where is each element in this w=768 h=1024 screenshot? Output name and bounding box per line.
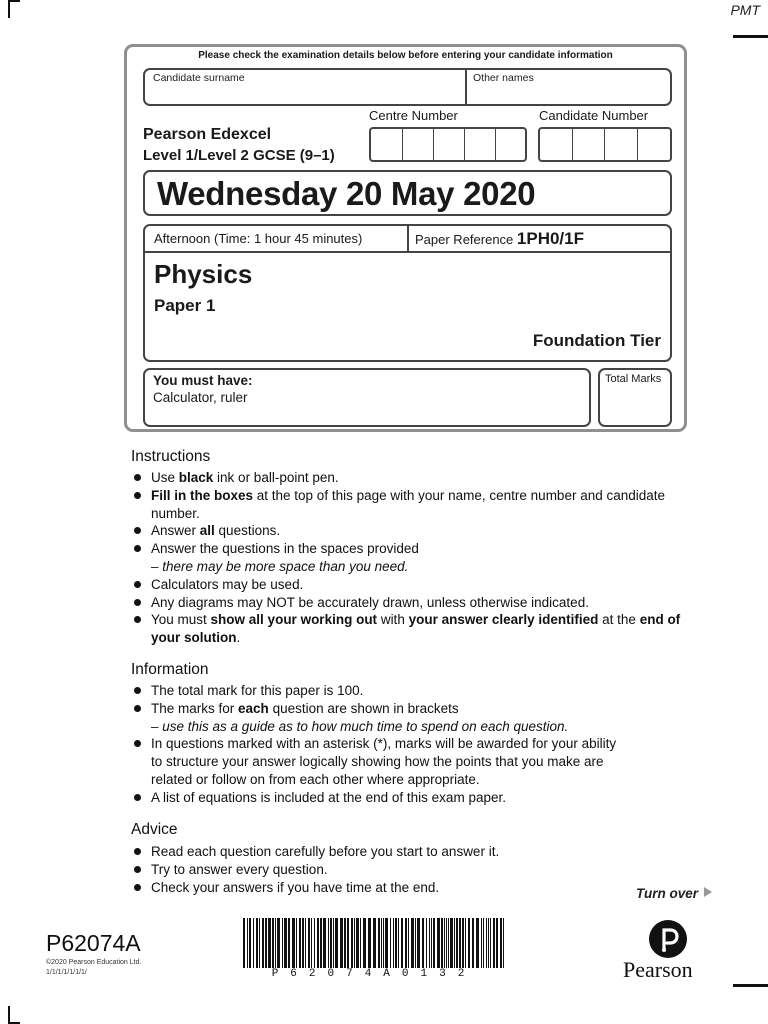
- turn-over-link[interactable]: Turn over: [636, 886, 712, 901]
- candidate-number-label: Candidate Number: [539, 108, 649, 123]
- exam-board: Pearson Edexcel: [143, 126, 272, 143]
- paper-reference-label: Paper Reference: [415, 232, 514, 247]
- information-list: [131, 682, 631, 807]
- candidate-number-field[interactable]: [538, 127, 672, 162]
- crop-mark-bottom-right: [733, 984, 768, 987]
- date-box: [143, 170, 672, 216]
- list-item: Answer all questions.: [131, 522, 691, 540]
- list-item: In questions marked with an asterisk (*), marks will be awarded for your ability to structure your answer logically showing how the points that you make are related or follow on from each other where appropriate.: [131, 735, 631, 788]
- paper-details-box: [143, 224, 672, 362]
- advice-list: [131, 843, 691, 896]
- list-item: Check your answers if you have time at the end.: [131, 879, 691, 897]
- paper-number: Paper 1: [154, 296, 216, 315]
- list-item: The total mark for this paper is 100.: [131, 682, 631, 700]
- crop-mark-top-left-v: [8, 0, 10, 18]
- corner-tag: PMT: [730, 2, 760, 18]
- surname-label: Candidate surname: [153, 72, 245, 84]
- exam-session: Afternoon (Time: 1 hour 45 minutes): [154, 231, 363, 246]
- must-have-label: You must have:: [153, 373, 253, 388]
- list-item: Read each question carefully before you start to answer it.: [131, 843, 691, 861]
- surname-field[interactable]: [150, 86, 454, 104]
- check-note: Please check the examination details below before entering your candidate information: [198, 50, 613, 61]
- list-item: You must show all your working out with your answer clearly identified at the end of your solution.: [131, 611, 691, 647]
- advice-heading: Advice: [131, 821, 178, 838]
- barcode-icon: [243, 918, 505, 970]
- instructions-heading: Instructions: [131, 448, 211, 465]
- exam-date: Wednesday 20 May 2020: [157, 175, 536, 212]
- other-names-label: Other names: [473, 72, 534, 84]
- list-item: Use black ink or ball-point pen.: [131, 469, 691, 487]
- equipment-box: [143, 368, 591, 427]
- paper-reference-code: 1PH0/1F: [516, 229, 584, 248]
- centre-number-label: Centre Number: [369, 108, 458, 123]
- qualification-level: Level 1/Level 2 GCSE (9–1): [143, 147, 335, 164]
- centre-number-field[interactable]: [369, 127, 527, 162]
- list-item: Any diagrams may NOT be accurately drawn, unless otherwise indicated.: [131, 594, 691, 612]
- instructions-list: [131, 469, 691, 647]
- list-item: Fill in the boxes at the top of this page with your name, centre number and candidate number.: [131, 487, 691, 523]
- subject-title: Physics: [154, 259, 253, 289]
- list-item: Try to answer every question.: [131, 861, 691, 879]
- list-item: Calculators may be used.: [131, 576, 691, 594]
- pearson-logo-icon: [649, 920, 687, 958]
- list-item: The marks for each question are shown in brackets – use this as a guide as to how much time to spend on each question.: [131, 700, 631, 736]
- total-marks-box: [598, 368, 672, 427]
- information-heading: Information: [131, 661, 209, 678]
- other-names-field[interactable]: [470, 86, 664, 104]
- copyright: ©2020 Pearson Education Ltd. 1/1/1/1/1/1/1/: [46, 959, 142, 976]
- paper-reference: [415, 229, 584, 249]
- list-item: A list of equations is included at the end of this exam paper.: [131, 789, 631, 807]
- publisher-name: Pearson: [623, 957, 693, 982]
- total-marks-label: Total Marks: [605, 373, 662, 385]
- must-have-items: Calculator, ruler: [153, 390, 248, 405]
- arrow-right-icon: [704, 887, 712, 897]
- tier: Foundation Tier: [532, 331, 661, 350]
- crop-mark-bottom-left-h: [8, 1022, 20, 1024]
- list-item: Answer the questions in the spaces provided – there may be more space than you need.: [131, 540, 691, 576]
- paper-code: P62074A: [46, 930, 141, 956]
- crop-mark-top-right: [733, 35, 768, 38]
- crop-mark-top-left-h: [8, 0, 20, 2]
- name-divider: [465, 70, 467, 104]
- barcode-number: P62074A0132: [271, 968, 477, 980]
- session-divider: [407, 226, 409, 251]
